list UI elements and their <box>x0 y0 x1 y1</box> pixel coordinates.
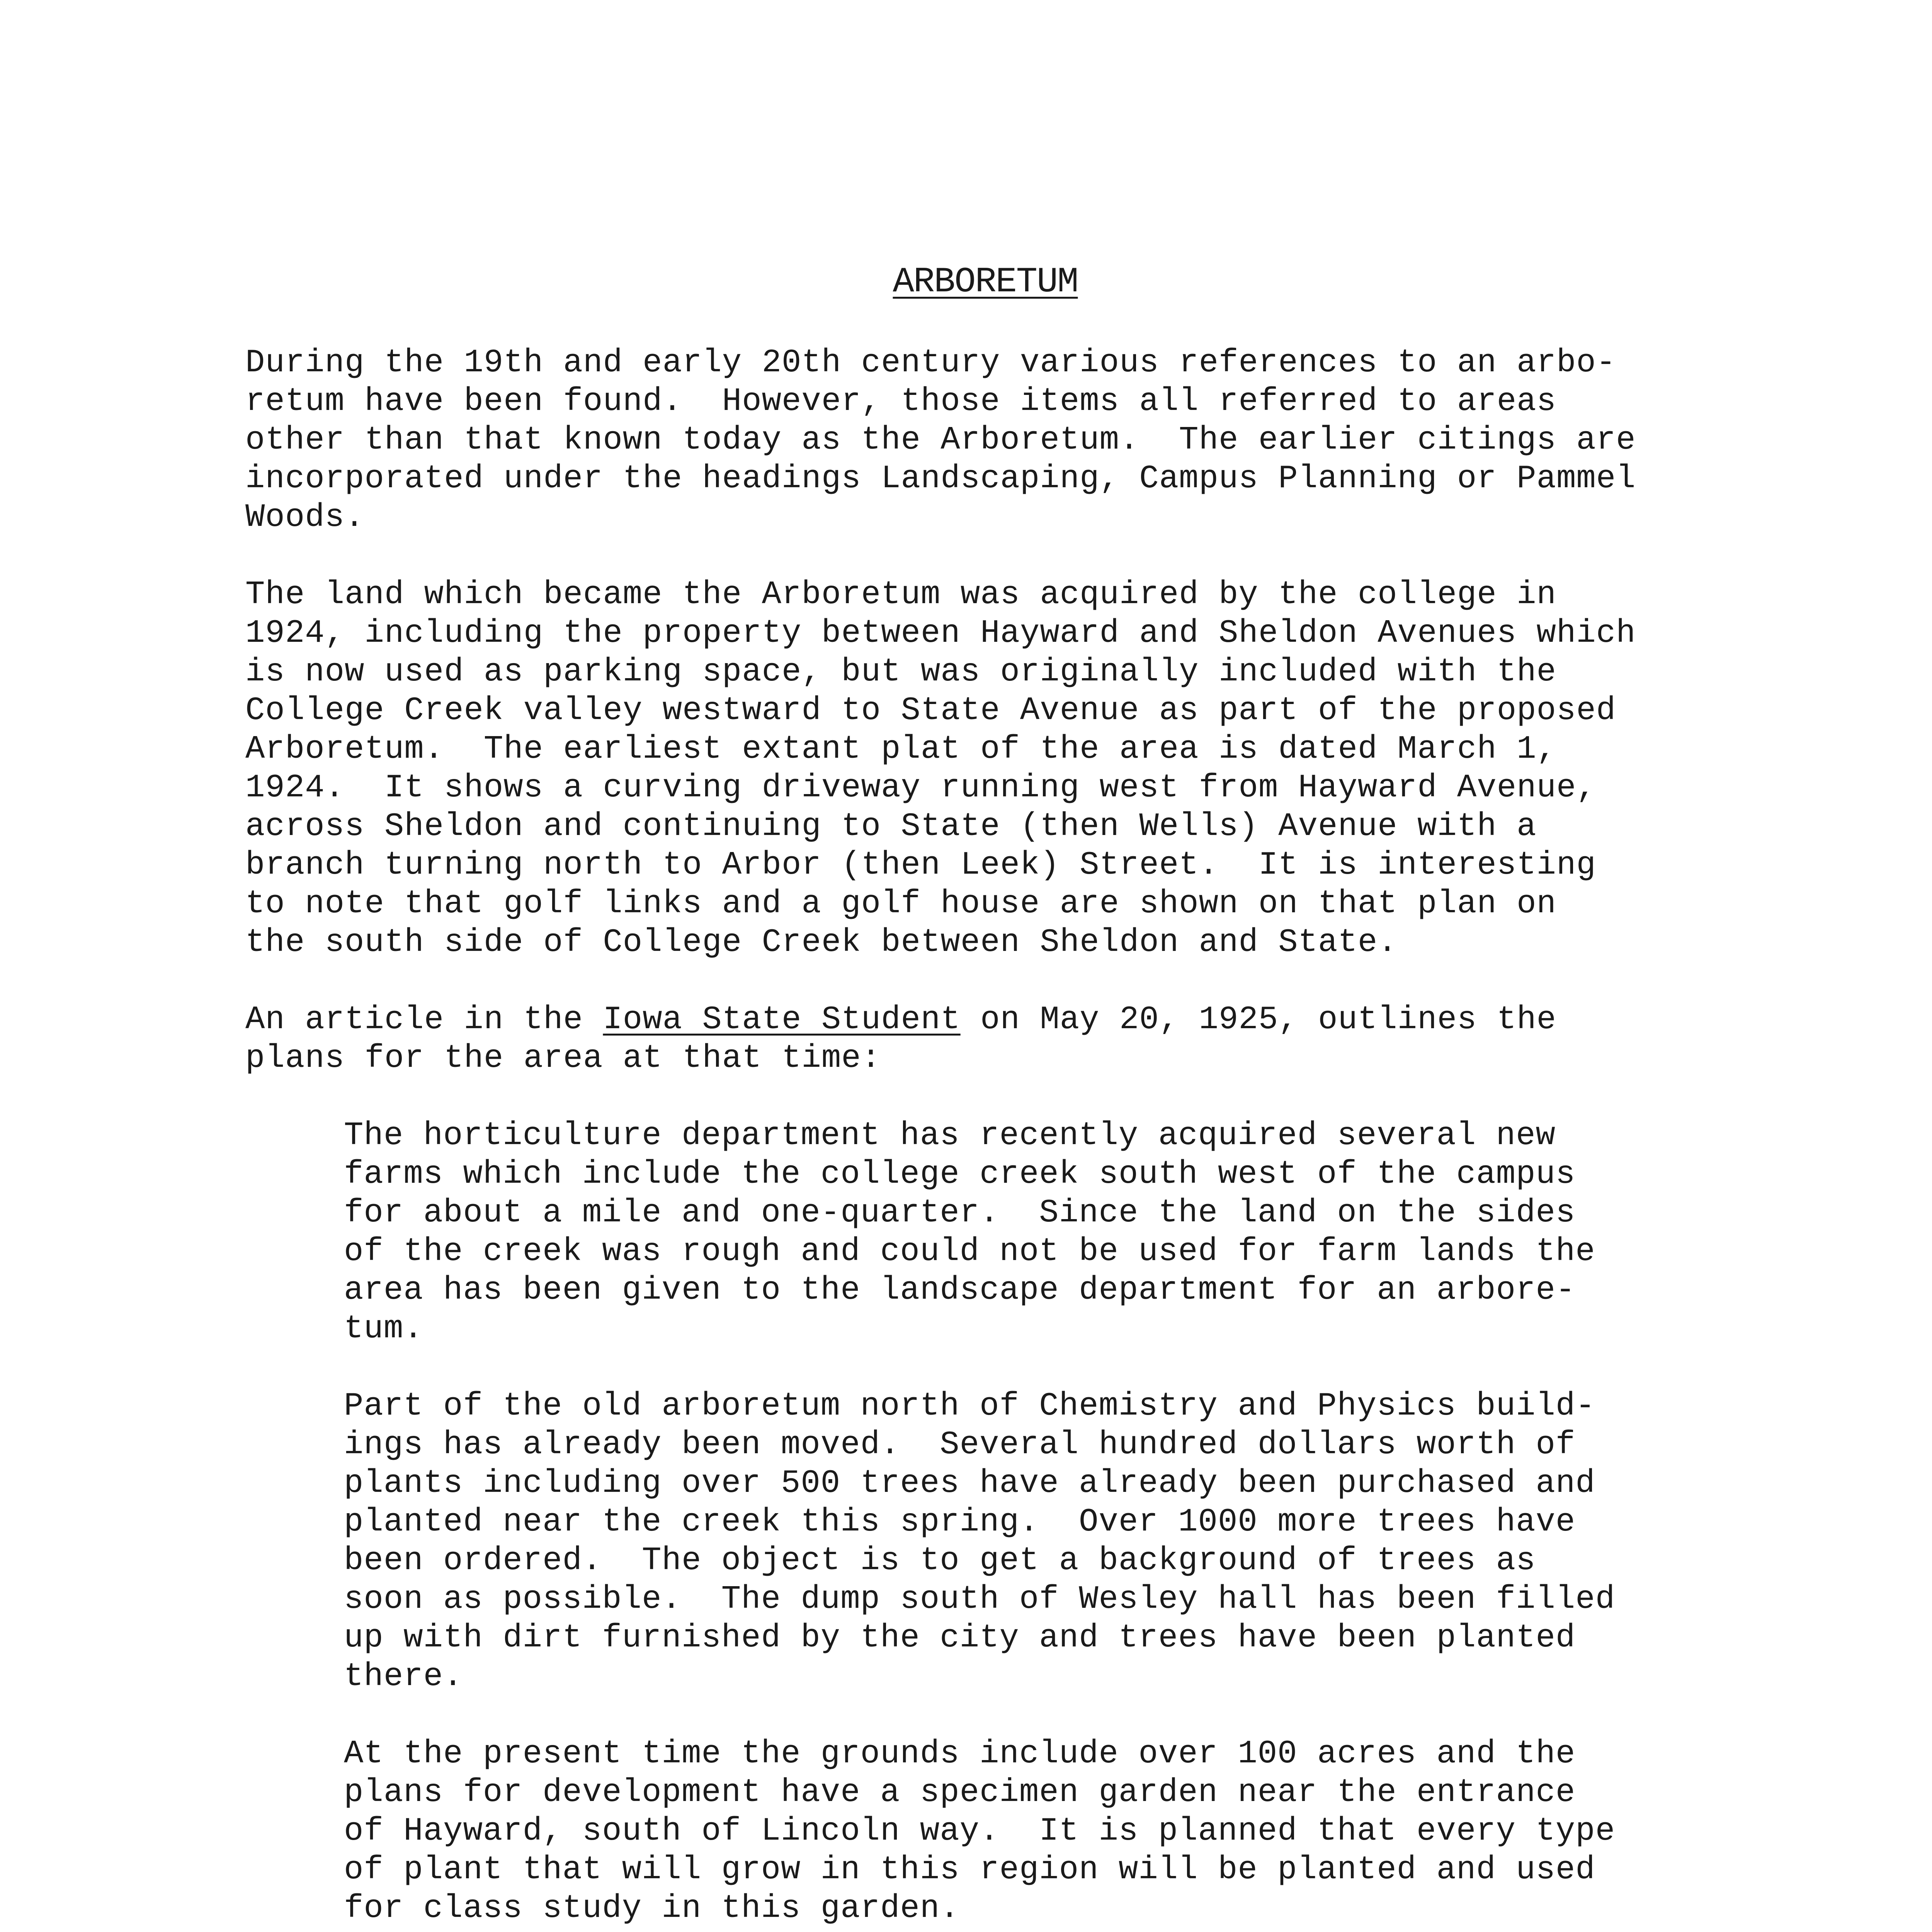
quote-3-line: plans for development have a specimen garden near the entrance <box>344 1774 1576 1811</box>
paragraph-3-line <box>245 1001 1556 1039</box>
quote-1-line: tum. <box>344 1311 423 1347</box>
intro-text-before: An article in the <box>245 1002 603 1038</box>
paragraph-2-line: Arboretum. The earliest extant plat of the area is dated March 1, <box>245 731 1556 768</box>
paragraph-2-line: is now used as parking space, but was originally included with the <box>245 654 1556 690</box>
publication-title: Iowa State Student <box>603 1002 961 1038</box>
intro-text-after: on May 20, 1925, outlines the <box>960 1002 1556 1038</box>
quote-1-line: farms which include the college creek south west of the campus <box>344 1156 1576 1193</box>
quote-2-line: there. <box>344 1658 463 1695</box>
page-title: ARBORETUM <box>893 262 1078 302</box>
quote-1-line: area has been given to the landscape department for an arbore- <box>344 1272 1576 1309</box>
quote-1-line: The horticulture department has recently acquired several new <box>344 1117 1556 1154</box>
paragraph-2-line: across Sheldon and continuing to State (then Wells) Avenue with a <box>245 808 1537 845</box>
paragraph-1-line: incorporated under the headings Landscaping, Campus Planning or Pammel <box>245 461 1636 497</box>
quote-3-line: At the present time the grounds include over 100 acres and the <box>344 1736 1576 1772</box>
paragraph-1-line: Woods. <box>245 499 365 536</box>
paragraph-2-line: 1924, including the property between Hayward and Sheldon Avenues which <box>245 615 1636 652</box>
paragraph-1-line: retum have been found. However, those items all referred to areas <box>245 383 1556 420</box>
quote-3-line: for class study in this garden. <box>344 1890 960 1927</box>
quote-2-line: Part of the old arboretum north of Chemistry and Physics build- <box>344 1388 1595 1425</box>
paragraph-2-line: The land which became the Arboretum was acquired by the college in <box>245 577 1556 613</box>
paragraph-1-line: During the 19th and early 20th century various references to an arbo- <box>245 345 1616 381</box>
paragraph-3-line: plans for the area at that time: <box>245 1040 881 1077</box>
quote-2-line: ings has already been moved. Several hundred dollars worth of <box>344 1427 1576 1463</box>
quote-3-line: of plant that will grow in this region will be planted and used <box>344 1852 1595 1888</box>
quote-1-line: of the creek was rough and could not be used for farm lands the <box>344 1233 1595 1270</box>
paragraph-2-line: College Creek valley westward to State Avenue as part of the proposed <box>245 692 1616 729</box>
quote-2-line: up with dirt furnished by the city and trees have been planted <box>344 1620 1576 1656</box>
paragraph-2-line: branch turning north to Arbor (then Leek) Street. It is interesting <box>245 847 1596 884</box>
quote-2-line: been ordered. The object is to get a background of trees as <box>344 1543 1536 1579</box>
paragraph-1-line: other than that known today as the Arboretum. The earlier citings are <box>245 422 1636 459</box>
quote-3-line: of Hayward, south of Lincoln way. It is planned that every type <box>344 1813 1616 1850</box>
paragraph-2-line: to note that golf links and a golf house are shown on that plan on <box>245 886 1556 922</box>
quote-2-line: planted near the creek this spring. Over 1000 more trees have <box>344 1504 1576 1541</box>
paragraph-2-line: 1924. It shows a curving driveway running west from Hayward Avenue, <box>245 770 1596 806</box>
quote-1-line: for about a mile and one-quarter. Since the land on the sides <box>344 1195 1576 1231</box>
quote-2-line: soon as possible. The dump south of Wesley hall has been filled <box>344 1581 1616 1618</box>
quote-2-line: plants including over 500 trees have already been purchased and <box>344 1465 1595 1502</box>
paragraph-2-line: the south side of College Creek between Sheldon and State. <box>245 924 1398 961</box>
